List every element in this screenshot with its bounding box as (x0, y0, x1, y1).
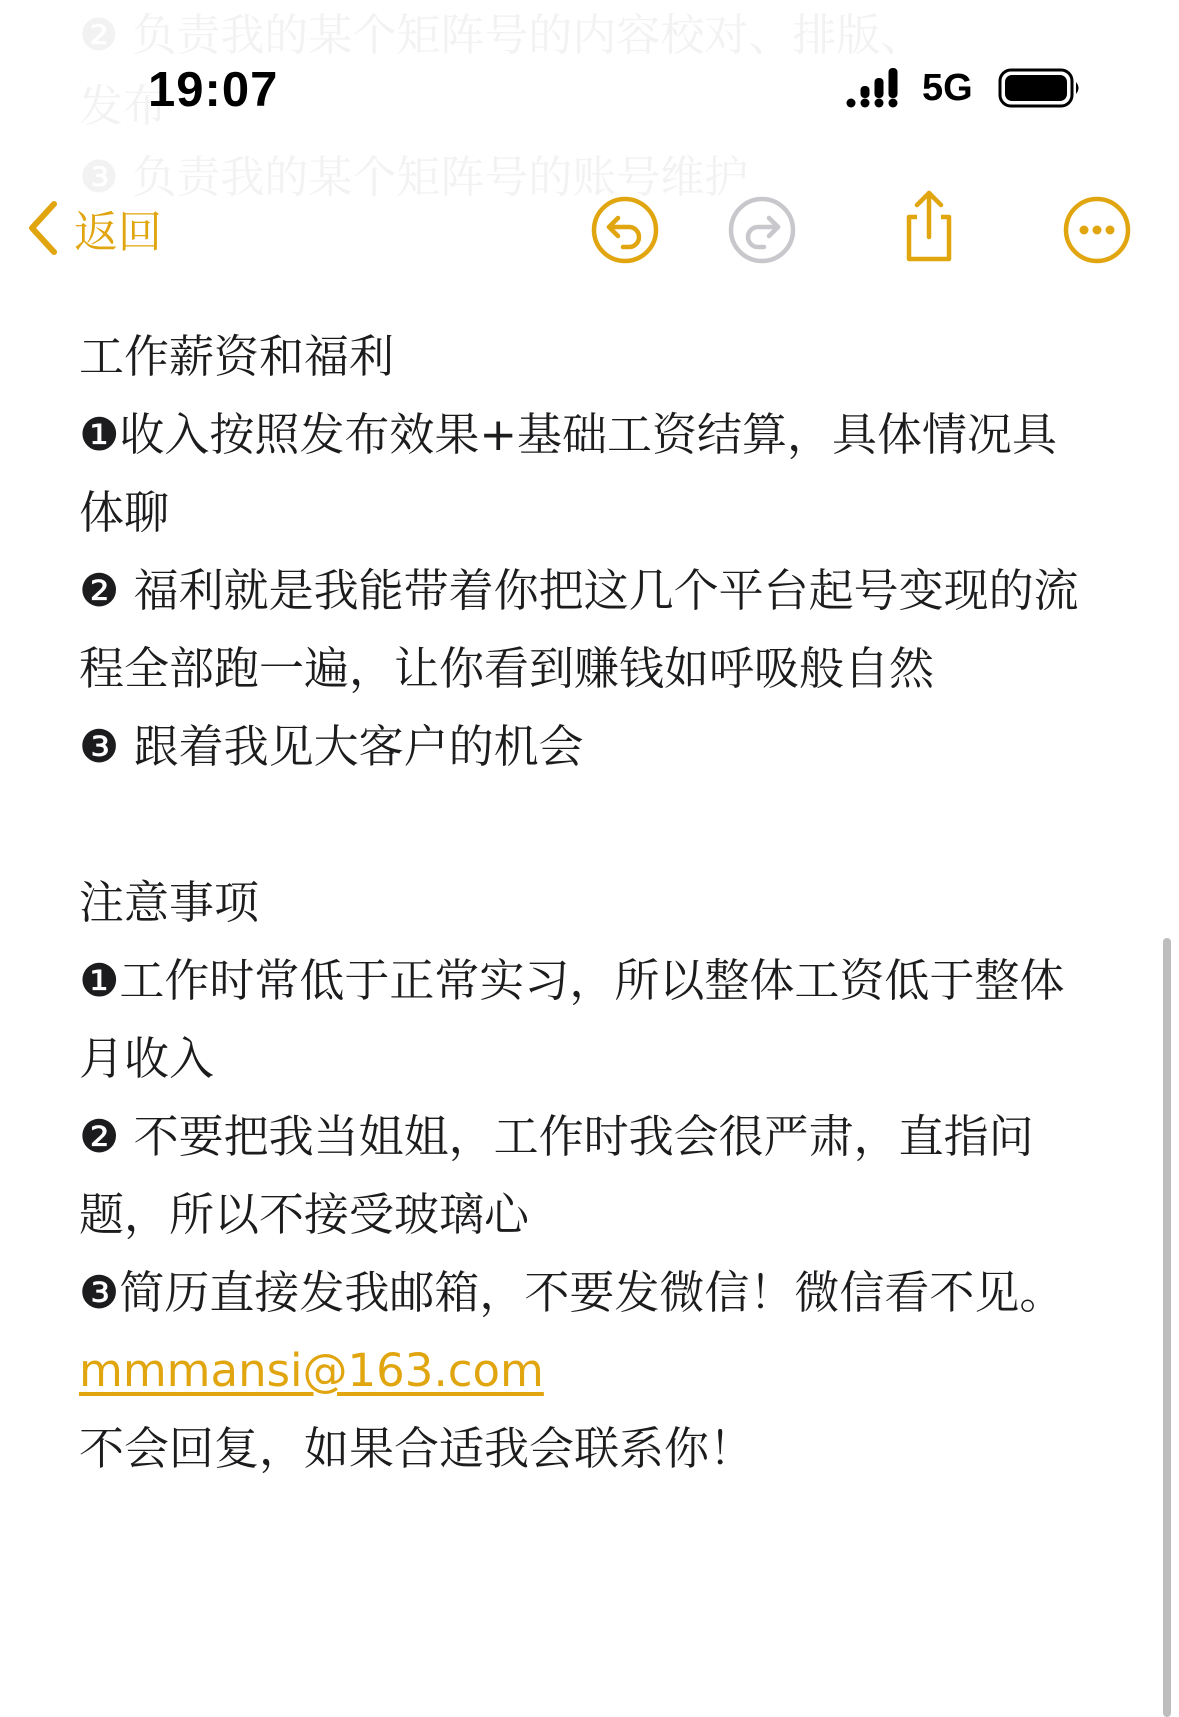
share-button[interactable] (889, 185, 969, 265)
more-icon (1057, 190, 1137, 270)
scrollbar[interactable] (1163, 938, 1171, 1717)
battery-icon (998, 68, 1082, 108)
redo-button[interactable] (722, 190, 802, 270)
email-link[interactable]: mmmansi@163.com (79, 1344, 544, 1397)
undo-icon (585, 190, 665, 270)
salary-item: ❶收入按照发布效果+基础工资结算，具体情况具体聊 (79, 408, 1058, 539)
share-icon (889, 185, 969, 265)
notes-item: ❸简历直接发我邮箱，不要发微信！微信看不见。 (79, 1266, 1065, 1319)
note-body[interactable] (79, 318, 1099, 1488)
status-time: 19:07 (148, 63, 279, 117)
more-button[interactable] (1057, 190, 1137, 270)
scrolled-text-line: ❸ 负责我的某个矩阵号的账号维护 (79, 152, 749, 203)
network-label: 5G (922, 67, 973, 109)
undo-button[interactable] (585, 190, 665, 270)
salary-item: ❷ 福利就是我能带着你把这几个平台起号变现的流程全部跑一遍，让你看到赚钱如呼吸般自然 (79, 564, 1079, 695)
notes-item: ❷ 不要把我当姐姐，工作时我会很严肃，直指问题，所以不接受玻璃心 (79, 1110, 1034, 1241)
notes-heading: 注意事项 (79, 876, 260, 929)
cellular-signal-icon (845, 66, 905, 110)
scrolled-text-line: ❷ 负责我的某个矩阵号的内容校对、排版、 (79, 10, 925, 61)
salary-item: ❸ 跟着我见大客户的机会 (79, 720, 584, 773)
blank-line (79, 786, 1099, 864)
back-label: 返回 (74, 207, 162, 258)
closing-text: 不会回复，如果合适我会联系你！ (79, 1422, 755, 1475)
chevron-left-icon (24, 198, 60, 258)
salary-heading: 工作薪资和福利 (79, 330, 395, 383)
scrolled-text-line: 发布 (79, 81, 167, 132)
back-button[interactable] (24, 190, 162, 266)
redo-icon (722, 190, 802, 270)
notes-item: ❶工作时常低于正常实习，所以整体工资低于整体月收入 (79, 954, 1065, 1085)
